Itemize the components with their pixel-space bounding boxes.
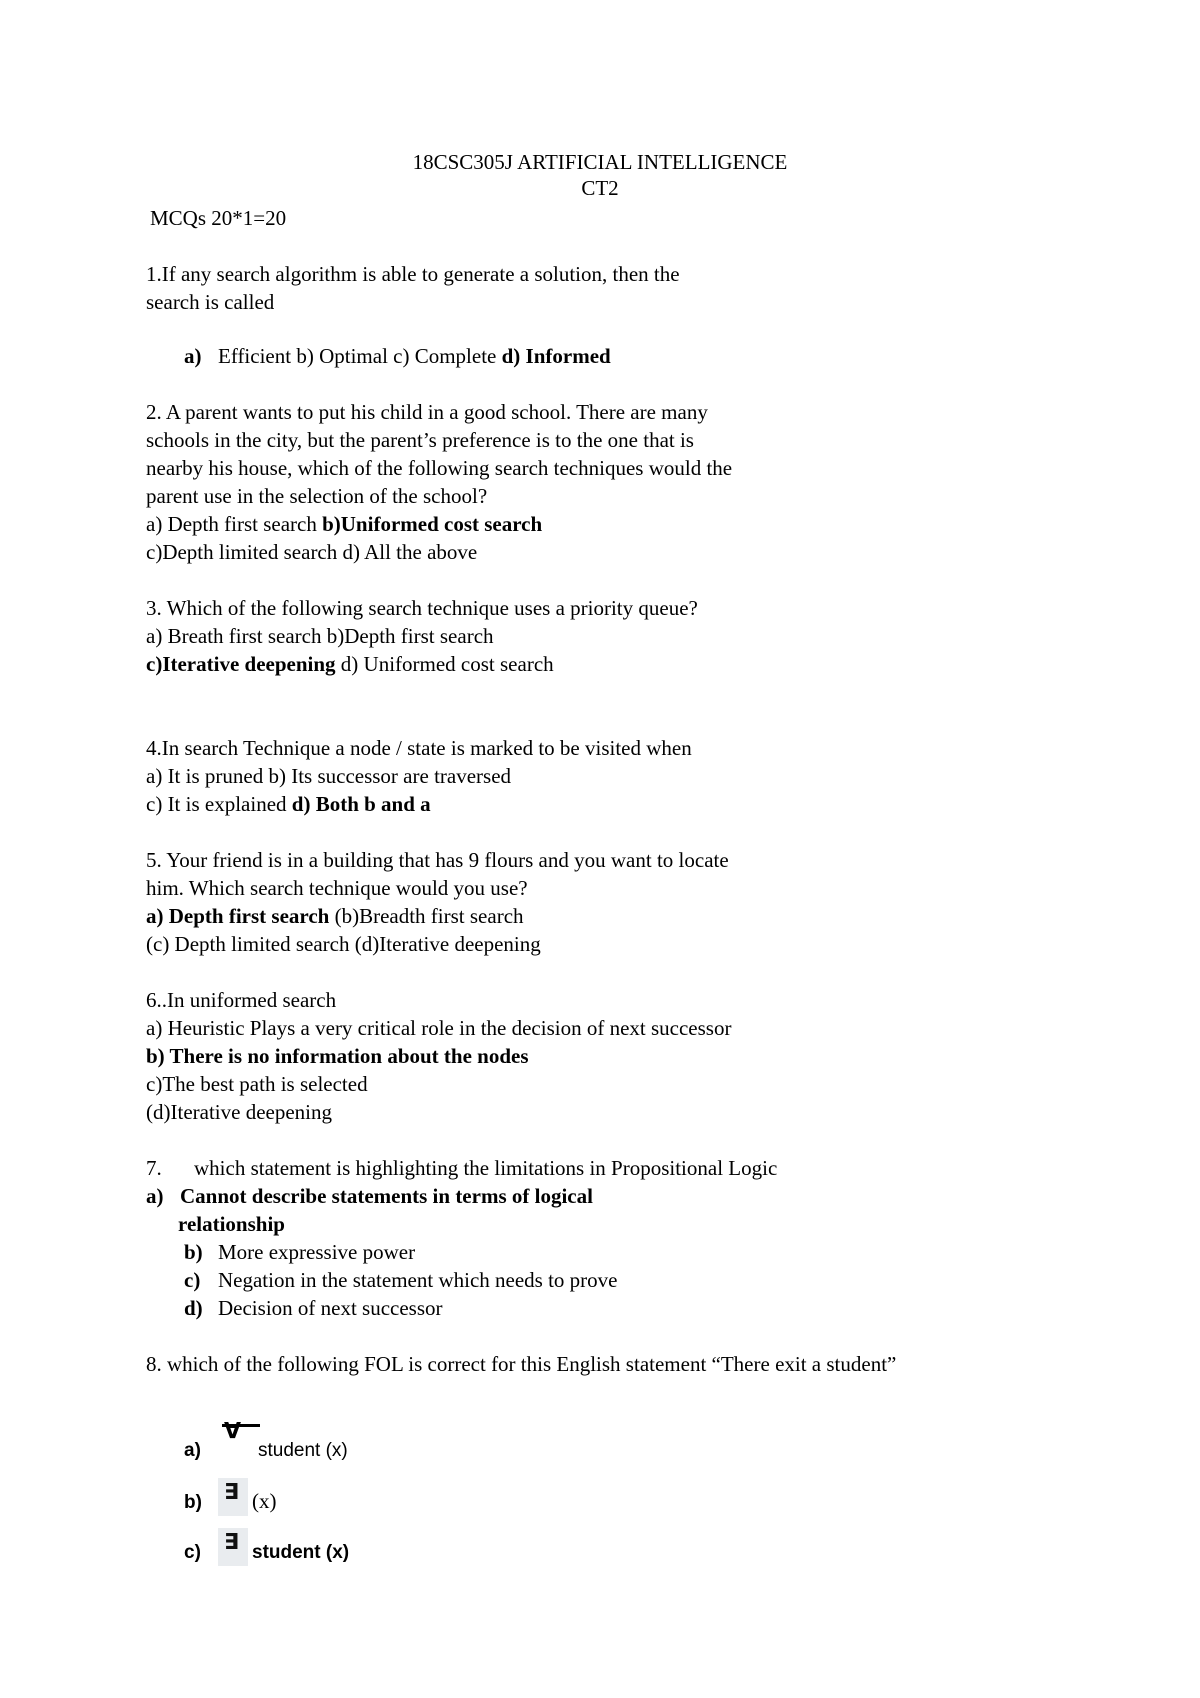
question-4-options-ab: a) It is pruned b) Its successor are traversed (146, 764, 512, 788)
question-6-option-d: (d)Iterative deepening (146, 1100, 332, 1124)
exists-symbol-icon: ∃ (218, 1528, 248, 1566)
question-7-option-a (146, 1182, 593, 1210)
forall-symbol-icon: ∀ (218, 1428, 258, 1458)
question-7-option-c (184, 1266, 617, 1294)
option-text: Decision of next successor (218, 1296, 443, 1320)
question-1-line2: search is called (146, 290, 275, 314)
correct-answer: Cannot describe statements in terms of logical (180, 1184, 593, 1208)
question-8-option-c (184, 1528, 349, 1567)
option-text: a) Depth first search (146, 512, 323, 536)
question-2-options-ab (146, 510, 542, 538)
question-5-line2: him. Which search technique would you use? (146, 876, 528, 900)
option-text: d) Uniformed cost search (335, 652, 554, 676)
option-text: (b)Breadth first search (329, 904, 524, 928)
question-7-option-d (184, 1294, 443, 1322)
question-6: 6..In uniformed search (146, 988, 337, 1012)
question-1: 1.If any search algorithm is able to generate a solution, then the (146, 262, 680, 286)
question-5: 5. Your friend is in a building that has 9 flours and you want to locate (146, 848, 729, 872)
marks-info: MCQs 20*1=20 (150, 206, 287, 230)
correct-answer: c)Iterative deepening (146, 652, 336, 676)
correct-answer: d) Informed (501, 344, 611, 368)
option-text: (x) (252, 1489, 277, 1513)
correct-answer: student (x) (252, 1542, 350, 1563)
question-7-option-b (184, 1238, 415, 1266)
question-2-options-cd: c)Depth limited search d) All the above (146, 540, 478, 564)
question-4: 4.In search Technique a node / state is marked to be visited when (146, 736, 692, 760)
question-5-options-ab (146, 902, 524, 930)
correct-answer: a) Depth first search (146, 904, 330, 928)
question-7 (146, 1154, 777, 1182)
question-8: 8. which of the following FOL is correct for this English statement “There exit a student” (146, 1352, 897, 1376)
question-6-option-a: a) Heuristic Plays a very critical role in the decision of next successor (146, 1016, 732, 1040)
option-label: d) (184, 1296, 203, 1320)
option-label: b) (184, 1240, 203, 1264)
question-3: 3. Which of the following search technique uses a priority queue? (146, 596, 698, 620)
question-2-line3: nearby his house, which of the following search techniques would the (146, 456, 733, 480)
course-title: 18CSC305J ARTIFICIAL INTELLIGENCE (412, 150, 788, 174)
correct-answer: b)Uniformed cost search (322, 512, 543, 536)
question-4-options-cd (146, 790, 431, 818)
option-label: c) (184, 1268, 201, 1292)
question-3-options-cd (146, 650, 554, 678)
question-1-options (184, 342, 611, 370)
option-label: b) (184, 1492, 202, 1513)
option-label: c) (184, 1542, 201, 1563)
correct-answer: b) There is no information about the nodes (146, 1044, 529, 1068)
option-label: a) (184, 344, 202, 368)
question-number: 7. (146, 1156, 162, 1180)
question-7-option-a-line2 (178, 1210, 285, 1238)
question-2: 2. A parent wants to put his child in a good school. There are many (146, 400, 708, 424)
test-title: CT2 (581, 176, 619, 200)
question-2-line4: parent use in the selection of the school? (146, 484, 488, 508)
option-text: Efficient b) Optimal c) Complete (218, 344, 502, 368)
exists-symbol-icon: ∃ (218, 1478, 248, 1516)
option-text: c) It is explained (146, 792, 292, 816)
question-6-option-c: c)The best path is selected (146, 1072, 368, 1096)
option-label: a) (146, 1184, 164, 1208)
correct-answer: d) Both b and a (291, 792, 431, 816)
option-text: Negation in the statement which needs to prove (218, 1268, 618, 1292)
option-label: a) (184, 1440, 201, 1461)
question-3-options-ab: a) Breath first search b)Depth first search (146, 624, 494, 648)
question-8-option-a (184, 1419, 348, 1465)
question-6-option-b (146, 1042, 529, 1070)
question-8-option-b (184, 1478, 277, 1517)
option-text: More expressive power (218, 1240, 416, 1264)
question-2-line2: schools in the city, but the parent’s preference is to the one that is (146, 428, 694, 452)
option-text: student (x) (258, 1440, 348, 1461)
question-5-options-cd: (c) Depth limited search (d)Iterative deepening (146, 932, 541, 956)
correct-answer-continued: relationship (178, 1212, 285, 1236)
question-text: which statement is highlighting the limitations in Propositional Logic (194, 1156, 778, 1180)
